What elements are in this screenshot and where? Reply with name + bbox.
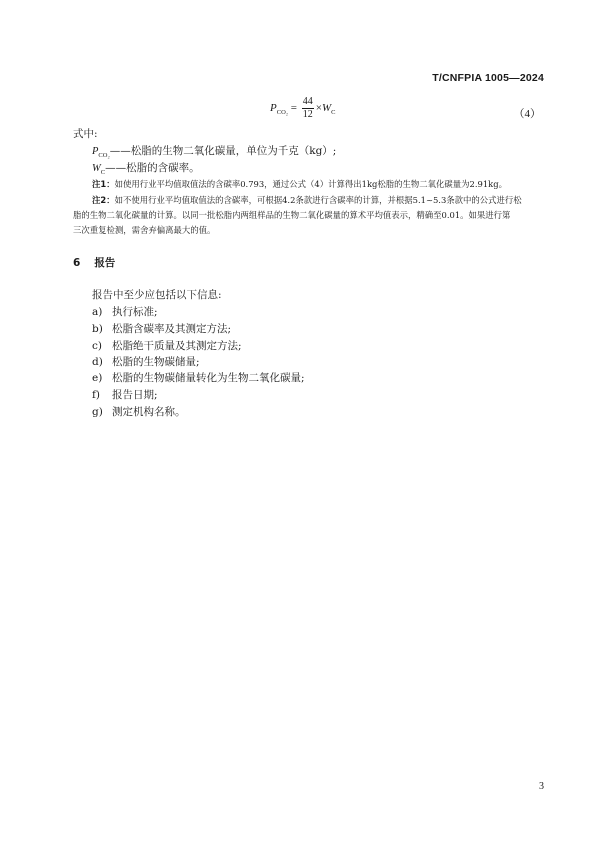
list-item-text: 松脂的生物碳储量转化为生物二氧化碳量; [112, 372, 305, 384]
list-marker: d) [92, 356, 103, 368]
section-number: 6 [73, 257, 81, 269]
list-item [92, 370, 305, 386]
note-label: 注1： [92, 179, 115, 189]
section-title: 报告 [94, 257, 116, 269]
note-2-line-3: 三次重复检测，需舍弃偏离最大的值。 [73, 225, 216, 235]
formula-numerator: 44 [302, 96, 313, 107]
note-1 [92, 177, 507, 192]
definition-sub: CO₂ [98, 152, 110, 159]
list-item-text: 执行标准; [112, 306, 158, 318]
formula-rhs-symbol: W [321, 102, 332, 115]
definition-text: ——松脂的含碳率。 [105, 162, 200, 174]
definition-symbol: W [92, 163, 101, 174]
formula-denominator: 12 [302, 109, 313, 120]
formula-times: × [315, 102, 322, 115]
list-item-text: 松脂绝干质量及其测定方法; [112, 340, 242, 352]
note-label: 注2： [92, 195, 115, 205]
list-marker: c) [92, 340, 102, 352]
list-marker: e) [92, 372, 103, 384]
document-id: T/CNFPIA 1005—2024 [432, 72, 544, 84]
definition-sub: C [100, 169, 106, 176]
list-item-text: 测定机构名称。 [112, 406, 186, 418]
formula-equals: = [290, 102, 297, 115]
list-item [92, 338, 242, 354]
list-marker: b) [92, 323, 103, 335]
list-item [92, 404, 186, 420]
note-2-line-2: 脂的生物二氧化碳量的计算。以同一批松脂内两组样品的生物二氧化碳量的算术平均值表示，精确至0.01。如果进行第 [73, 210, 511, 220]
list-item-text: 松脂的生物碳储量; [112, 356, 200, 368]
list-item [92, 304, 158, 320]
list-marker: g) [92, 406, 103, 418]
where-intro: 式中: [73, 128, 98, 140]
list-item [92, 321, 231, 337]
list-item-text: 报告日期; [112, 389, 158, 401]
page-number: 3 [539, 781, 544, 792]
definition-text: ——松脂的生物二氧化碳量，单位为千克（kg）; [109, 145, 337, 157]
formula-4 [270, 96, 335, 130]
report-intro: 报告中至少应包括以下信息: [92, 289, 222, 301]
equation-number: （4） [513, 108, 541, 120]
formula-lhs-sub: CO₂ [276, 109, 289, 117]
definition-symbol: P [92, 146, 99, 157]
formula-fraction [302, 96, 314, 121]
note-2-line-1 [92, 193, 522, 208]
list-marker: a) [92, 306, 103, 318]
list-item [92, 354, 200, 370]
section-heading [73, 255, 115, 270]
formula-rhs-sub: C [331, 109, 336, 117]
list-item [92, 387, 158, 403]
list-item-text: 松脂含碳率及其测定方法; [112, 323, 232, 335]
list-marker: f) [92, 389, 100, 401]
note-text: 如不使用行业平均值取值法的含碳率，可根据4.2条款进行含碳率的计算，并根据5.1~5.3条款中的公式进行松 [114, 195, 522, 205]
note-text: 如使用行业平均值取值法的含碳率0.793，通过公式（4）计算得出1kg松脂的生物二氧化碳量为2.91kg。 [114, 179, 507, 189]
formula-lhs-symbol: P [270, 102, 277, 115]
